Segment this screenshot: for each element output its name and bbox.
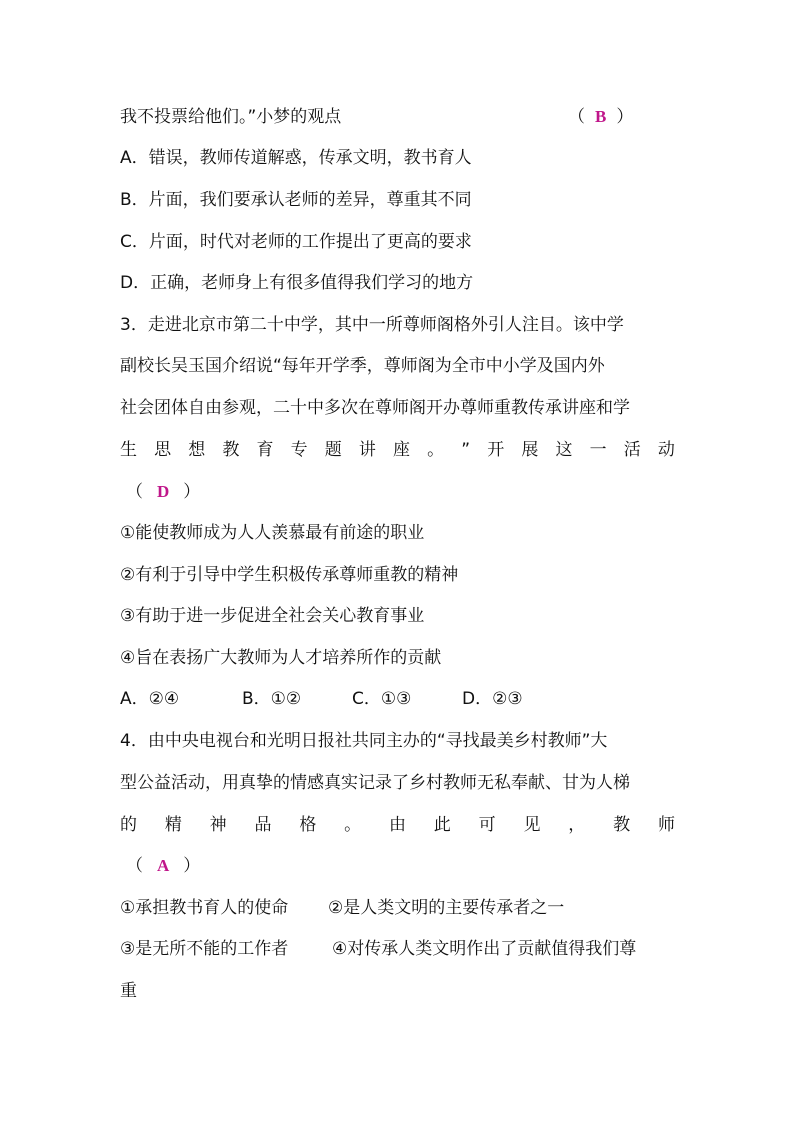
q3-statement-4: ④旨在表扬广大教师为人才培养所作的贡献 [120, 648, 442, 668]
q2-option-a: A．错误，教师传道解惑，传承文明，教书育人 [120, 148, 472, 168]
q4-answer-bracket [126, 851, 681, 881]
char: ， [568, 815, 586, 835]
char: 。 [344, 815, 362, 835]
q3-stem-line-2: 副校长吴玉国介绍说“每年开学季，尊师阁为全市中小学及国内外 [120, 356, 605, 376]
q2-option-c: C．片面，时代对老师的工作提出了更高的要求 [120, 232, 472, 252]
char: 的 [120, 815, 137, 835]
char: 想 [188, 440, 206, 460]
paren-open: （ [126, 482, 143, 501]
char: 育 [256, 440, 274, 460]
char: 讲 [358, 440, 376, 460]
q3-statement-3: ③有助于进一步促进全社会关心教育事业 [120, 606, 425, 626]
q4-statements-row-2 [120, 934, 675, 964]
char: 教 [222, 440, 240, 460]
q3-stem-line-4 [120, 435, 675, 465]
char: 座 [393, 440, 410, 460]
q4-statement-1: ①承担教书育人的使命 [120, 898, 289, 918]
char: 由 [388, 815, 406, 835]
paren-close: ） [616, 107, 634, 126]
char: 教 [613, 815, 631, 835]
char: 此 [433, 815, 451, 835]
q2-stem-line [120, 102, 675, 132]
q3-choice-a: A．②④ [120, 689, 180, 709]
q2-option-d: D．正确，老师身上有很多值得我们学习的地方 [120, 273, 474, 293]
char: 展 [521, 440, 539, 460]
char: 格 [299, 815, 317, 835]
q2-stem-tail: 我不投票给他们。”小梦的观点 [120, 107, 342, 127]
q3-choice-d: D．②③ [462, 689, 523, 709]
char: 品 [254, 815, 272, 835]
q3-stem-line-1: 3．走进北京市第二十中学，其中一所尊师阁格外引人注目。该中学 [120, 315, 624, 335]
char: 专 [290, 440, 308, 460]
char: 这 [555, 440, 573, 460]
char: ” [461, 440, 471, 460]
char: 神 [209, 815, 227, 835]
q3-answer-bracket [126, 477, 681, 507]
char: 题 [324, 440, 342, 460]
char: 活 [623, 440, 641, 460]
paren-open: （ [568, 107, 585, 126]
paren-close: ） [183, 856, 201, 875]
char: 动 [657, 440, 675, 460]
q3-choice-c: C．①③ [352, 689, 412, 709]
char: 生 [120, 440, 137, 460]
q4-statements-row-1 [120, 893, 675, 923]
char: 师 [657, 815, 675, 835]
paren-close: ） [183, 482, 201, 501]
char: 思 [154, 440, 172, 460]
char: 可 [478, 815, 496, 835]
char: 一 [589, 440, 607, 460]
q2-option-b: B．片面，我们要承认老师的差异，尊重其不同 [120, 190, 472, 210]
q3-statement-2: ②有利于引导中学生积极传承尊师重教的精神 [120, 565, 459, 585]
paren-open: （ [126, 856, 143, 875]
q3-choices [120, 684, 675, 714]
q2-answer-bracket [568, 102, 633, 132]
q4-answer: A [157, 856, 170, 875]
char: 开 [487, 440, 505, 460]
q4-stem-line-3 [120, 810, 675, 840]
q3-stem-line-3: 社会团体自由参观，二十中多次在尊师阁开办尊师重教传承讲座和学 [120, 398, 630, 418]
q4-statement-wrap: 重 [120, 981, 137, 1001]
char: 精 [164, 815, 182, 835]
char: 见 [523, 815, 541, 835]
q4-statement-4: ④对传承人类文明作出了贡献值得我们尊 [332, 939, 637, 959]
q4-stem-line-1: 4．由中央电视台和光明日报社共同主办的“寻找最美乡村教师”大 [120, 731, 608, 751]
q4-statement-2: ②是人类文明的主要传承者之一 [328, 898, 565, 918]
q2-answer: B [595, 107, 607, 126]
q4-statement-3: ③是无所不能的工作者 [120, 939, 289, 959]
q4-stem-line-2: 型公益活动，用真挚的情感真实记录了乡村教师无私奉献、甘为人梯 [120, 773, 630, 793]
q3-choice-b: B．①② [242, 689, 302, 709]
char: 。 [427, 440, 445, 460]
q3-statement-1: ①能使教师成为人人羡慕最有前途的职业 [120, 523, 425, 543]
q3-answer: D [157, 482, 170, 501]
